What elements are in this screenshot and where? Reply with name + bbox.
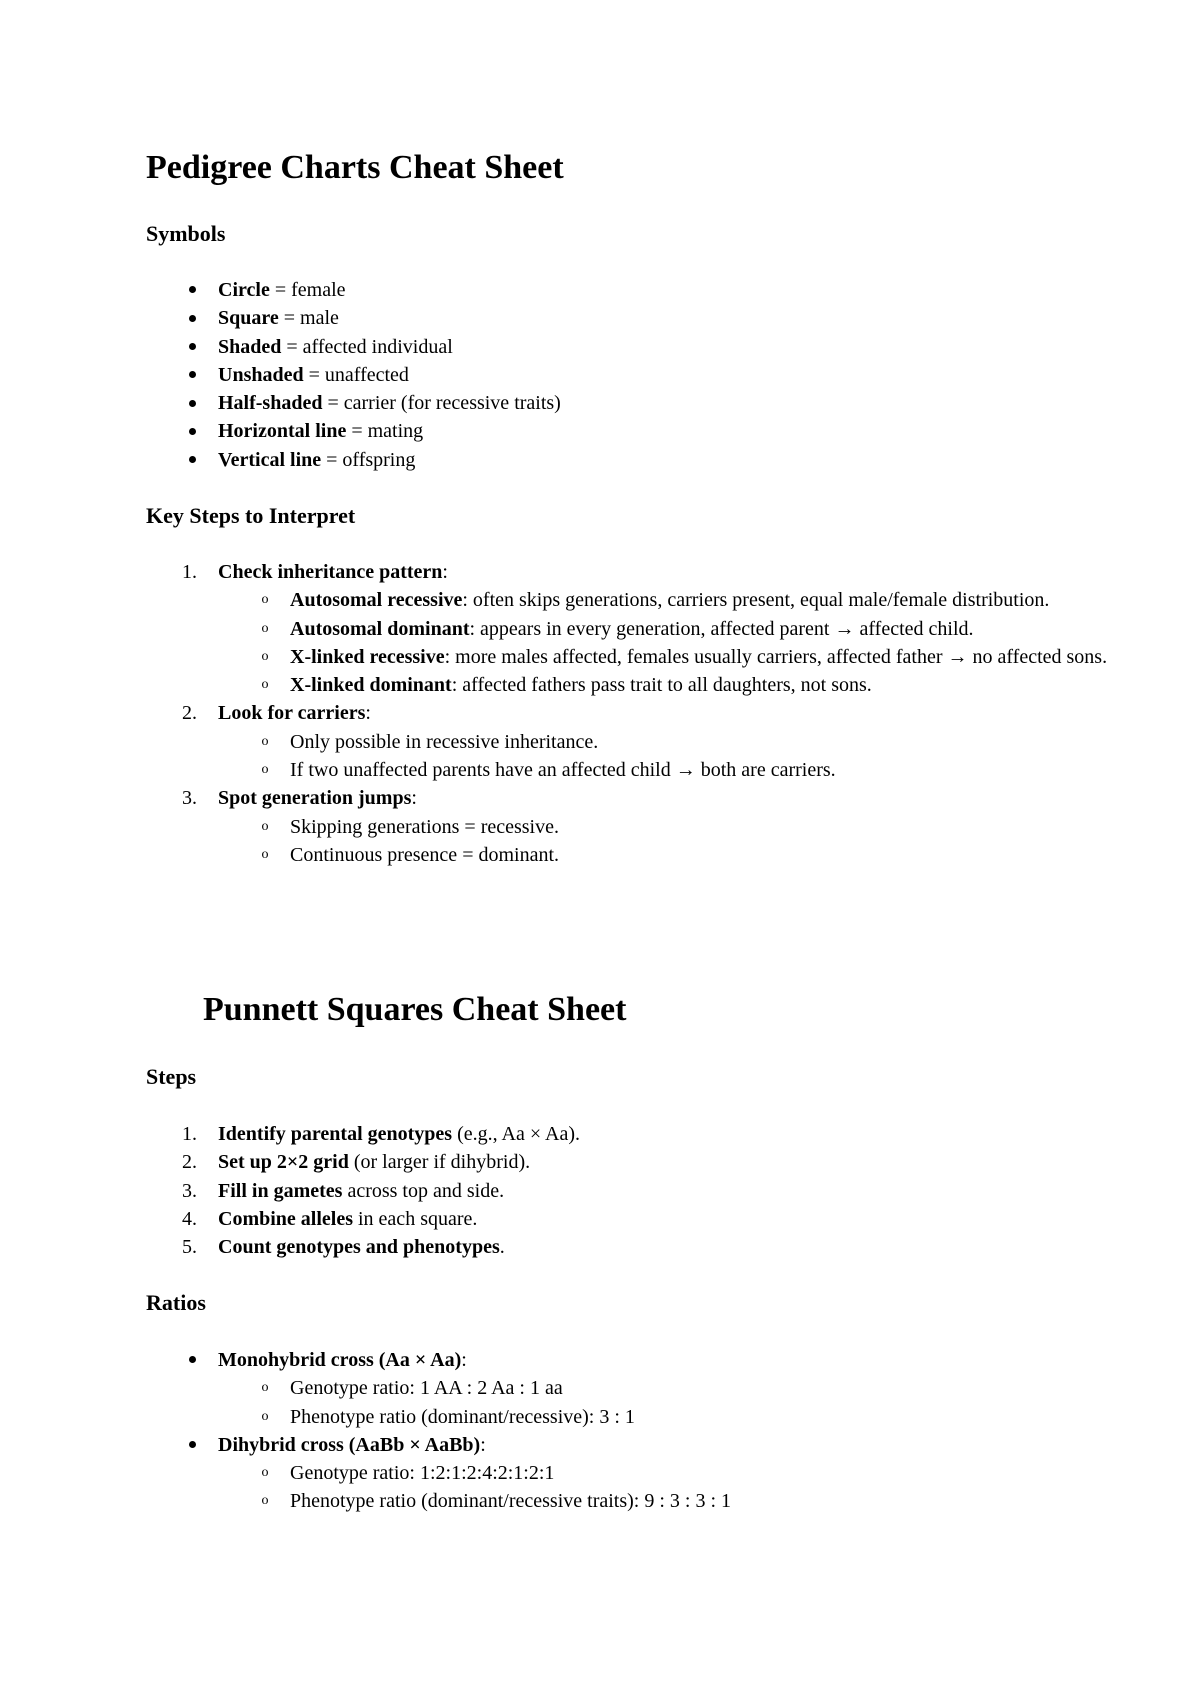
bullet-icon — [186, 361, 198, 389]
bullet-icon — [186, 1346, 198, 1374]
term: Circle — [218, 279, 270, 301]
definition: : — [365, 702, 371, 725]
item-number: 1. — [182, 1123, 197, 1145]
punnett-title: Punnett Squares Cheat Sheet — [203, 991, 627, 1028]
definition: = offspring — [321, 448, 416, 471]
definition: = carrier (for recessive traits) — [322, 392, 561, 415]
term: X-linked dominant — [290, 674, 452, 697]
bullet-icon — [186, 389, 198, 417]
sub-bullet-icon: o — [261, 762, 269, 778]
symbols-list — [146, 276, 561, 474]
definition: . — [499, 1236, 505, 1259]
sub-bullet-icon: o — [261, 677, 269, 693]
term: Autosomal dominant — [290, 617, 470, 640]
definition: across top and side. — [342, 1179, 505, 1202]
list-item — [146, 1148, 580, 1176]
definition: : affected fathers pass trait to all daughters, not sons. — [451, 674, 872, 697]
term: Horizontal line — [218, 420, 347, 443]
list-item — [146, 699, 1170, 727]
sub-list-item — [146, 671, 1170, 699]
sub-bullet-icon: o — [261, 818, 269, 834]
definition: Skipping generations = recessive. — [290, 815, 559, 838]
ratios-heading: Ratios — [146, 1290, 206, 1315]
sub-list-item — [146, 841, 1170, 869]
list-item — [146, 333, 561, 361]
sub-list-item — [146, 813, 1170, 841]
bullet-icon — [186, 417, 198, 445]
definition: : — [480, 1433, 486, 1456]
term: Check inheritance pattern — [218, 561, 443, 583]
definition: : appears in every generation, affected parent → affected child. — [469, 617, 974, 640]
list-item — [146, 1205, 580, 1233]
bullet-icon — [186, 304, 198, 332]
punnett-steps-list — [146, 1120, 580, 1261]
item-number: 5. — [182, 1236, 197, 1259]
definition: : — [461, 1349, 467, 1371]
bullet-icon — [186, 1431, 198, 1459]
definition: : more males affected, females usually carriers, affected father → no affected sons. — [444, 645, 1108, 668]
sub-bullet-icon: o — [261, 1380, 269, 1396]
definition: : — [411, 787, 417, 810]
ratios-list — [146, 1346, 1170, 1516]
definition: = male — [278, 307, 339, 330]
item-number: 3. — [182, 787, 197, 810]
key-steps-heading: Key Steps to Interpret — [146, 503, 356, 528]
term: Square — [218, 307, 279, 330]
definition: Phenotype ratio (dominant/recessive): 3 : 1 — [290, 1405, 635, 1428]
term: Combine alleles — [218, 1207, 353, 1230]
list-item — [146, 276, 561, 304]
term: Dihybrid cross (AaBb × AaBb) — [218, 1433, 481, 1456]
pedigree-title: Pedigree Charts Cheat Sheet — [146, 149, 564, 186]
sub-list-item — [146, 756, 1170, 784]
term: Half-shaded — [218, 392, 323, 415]
list-item — [146, 1346, 1170, 1374]
symbols-heading: Symbols — [146, 221, 226, 246]
term: Shaded — [218, 335, 282, 358]
list-item — [146, 389, 561, 417]
list-item — [146, 1233, 580, 1261]
list-item — [146, 304, 561, 332]
sub-list-item — [146, 1487, 1170, 1515]
definition: Phenotype ratio (dominant/recessive traits): 9 : 3 : 3 : 1 — [290, 1490, 732, 1513]
item-number: 4. — [182, 1207, 197, 1230]
bullet-icon — [186, 446, 198, 474]
sub-list-item — [146, 1403, 1170, 1431]
definition: If two unaffected parents have an affected child → both are carriers. — [290, 759, 836, 782]
definition: in each square. — [353, 1207, 478, 1230]
sub-list-item — [146, 1374, 1170, 1402]
bullet-icon — [186, 333, 198, 361]
term: Identify parental genotypes — [218, 1123, 453, 1145]
sub-list-item — [146, 728, 1170, 756]
term: Vertical line — [218, 448, 322, 471]
list-item — [146, 446, 561, 474]
list-item — [146, 558, 1170, 586]
definition: (or larger if dihybrid). — [348, 1151, 531, 1174]
item-number: 1. — [182, 561, 197, 583]
definition: Genotype ratio: 1 AA : 2 Aa : 1 aa — [290, 1377, 563, 1400]
term: Look for carriers — [218, 702, 366, 725]
sub-bullet-icon: o — [261, 1465, 269, 1481]
item-number: 2. — [182, 1151, 197, 1174]
list-item — [146, 1177, 580, 1205]
sub-bullet-icon: o — [261, 1408, 269, 1424]
definition: (e.g., Aa × Aa). — [452, 1123, 581, 1145]
sub-bullet-icon: o — [261, 592, 269, 608]
term: Fill in gametes — [218, 1179, 343, 1202]
sub-bullet-icon: o — [261, 620, 269, 636]
definition: Continuous presence = dominant. — [290, 843, 560, 866]
item-number: 2. — [182, 702, 197, 725]
definition: = mating — [346, 420, 424, 443]
list-item — [146, 1431, 1170, 1459]
definition: = female — [269, 279, 346, 301]
term: Set up 2×2 grid — [218, 1151, 349, 1174]
term: Autosomal recessive — [290, 589, 463, 612]
term: Spot generation jumps — [218, 787, 412, 810]
term: Count genotypes and phenotypes — [218, 1236, 500, 1259]
sub-list-item — [146, 586, 1170, 614]
definition: = affected individual — [281, 335, 453, 358]
list-item — [146, 784, 1170, 812]
definition: Only possible in recessive inheritance. — [290, 730, 599, 753]
definition: : — [442, 561, 448, 583]
sub-bullet-icon: o — [261, 846, 269, 862]
list-item — [146, 1120, 580, 1148]
bullet-icon — [186, 276, 198, 304]
term: X-linked recessive — [290, 645, 445, 668]
item-number: 3. — [182, 1179, 197, 1202]
sub-list-item — [146, 643, 1170, 671]
list-item — [146, 417, 561, 445]
list-item — [146, 361, 561, 389]
sub-bullet-icon: o — [261, 1493, 269, 1509]
sub-list-item — [146, 615, 1170, 643]
sub-list-item — [146, 1459, 1170, 1487]
term: Unshaded — [218, 363, 304, 386]
key-steps-list — [146, 558, 1170, 869]
term: Monohybrid cross (Aa × Aa) — [218, 1349, 462, 1371]
sub-bullet-icon: o — [261, 648, 269, 664]
definition: : often skips generations, carriers present, equal male/female distribution. — [462, 589, 1050, 612]
punnett-steps-heading: Steps — [146, 1064, 197, 1089]
sub-bullet-icon: o — [261, 733, 269, 749]
definition: Genotype ratio: 1:2:1:2:4:2:1:2:1 — [290, 1462, 555, 1485]
definition: = unaffected — [303, 363, 409, 386]
